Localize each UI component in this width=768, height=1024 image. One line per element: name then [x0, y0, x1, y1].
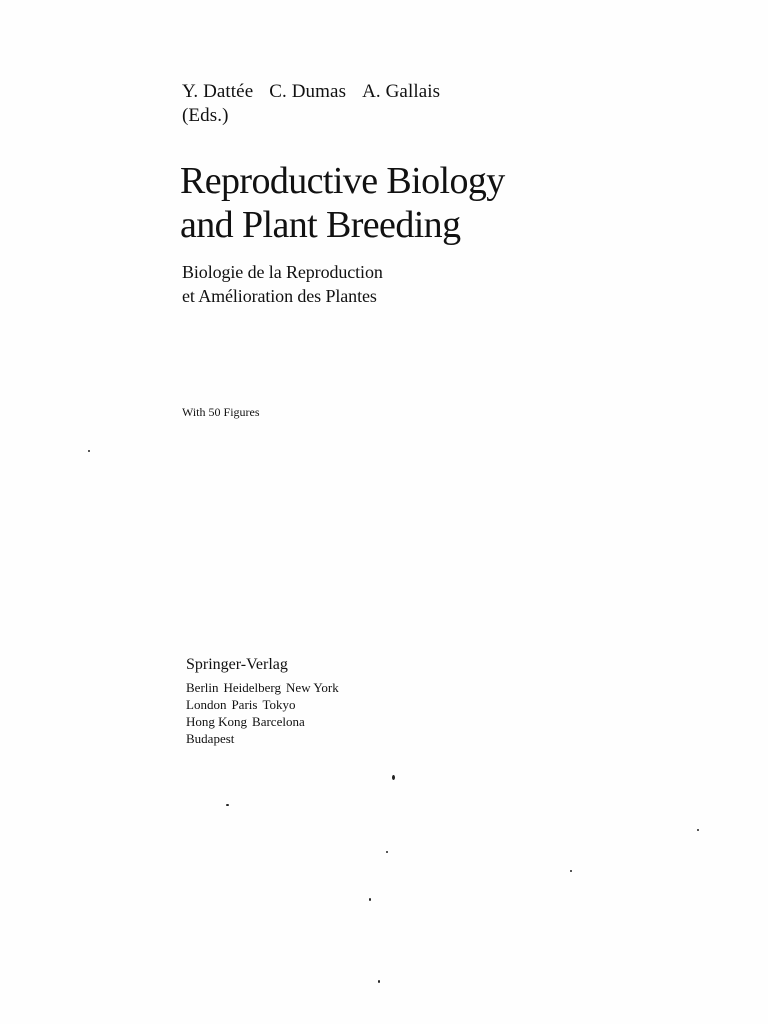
city: Paris — [231, 697, 258, 712]
editor-name: A. Gallais — [362, 81, 441, 102]
book-title-line: Reproductive Biology — [180, 160, 505, 202]
scan-speck — [570, 870, 572, 872]
city-line — [186, 713, 339, 730]
scan-speck — [369, 898, 371, 901]
city-line — [186, 730, 339, 747]
editor-name: C. Dumas — [269, 81, 347, 102]
city: Hong Kong — [186, 714, 248, 729]
editors-role: (Eds.) — [182, 105, 229, 126]
scan-speck — [386, 851, 388, 853]
city: New York — [286, 680, 339, 695]
publisher-name: Springer-Verlag — [186, 656, 288, 673]
city: Heidelberg — [223, 680, 282, 695]
city: Tokyo — [262, 697, 296, 712]
book-title — [180, 159, 505, 247]
city: Barcelona — [252, 714, 305, 729]
city-line — [186, 679, 339, 696]
scan-speck — [226, 804, 229, 806]
editor-names — [182, 80, 440, 104]
city-line — [186, 696, 339, 713]
scan-speck — [88, 450, 90, 452]
city: London — [186, 697, 227, 712]
publisher-cities — [186, 679, 339, 747]
city: Berlin — [186, 680, 219, 695]
book-subtitle-line: Biologie de la Reproduction — [182, 262, 383, 282]
scan-speck — [378, 980, 380, 983]
editor-name: Y. Dattée — [182, 81, 254, 102]
scan-speck — [392, 775, 395, 780]
book-subtitle — [182, 260, 383, 308]
book-subtitle-line: et Amélioration des Plantes — [182, 286, 377, 306]
editors-block — [182, 80, 440, 128]
city: Budapest — [186, 731, 235, 746]
scan-speck — [697, 829, 699, 831]
book-title-line: and Plant Breeding — [180, 204, 461, 246]
figures-note: With 50 Figures — [182, 405, 260, 419]
